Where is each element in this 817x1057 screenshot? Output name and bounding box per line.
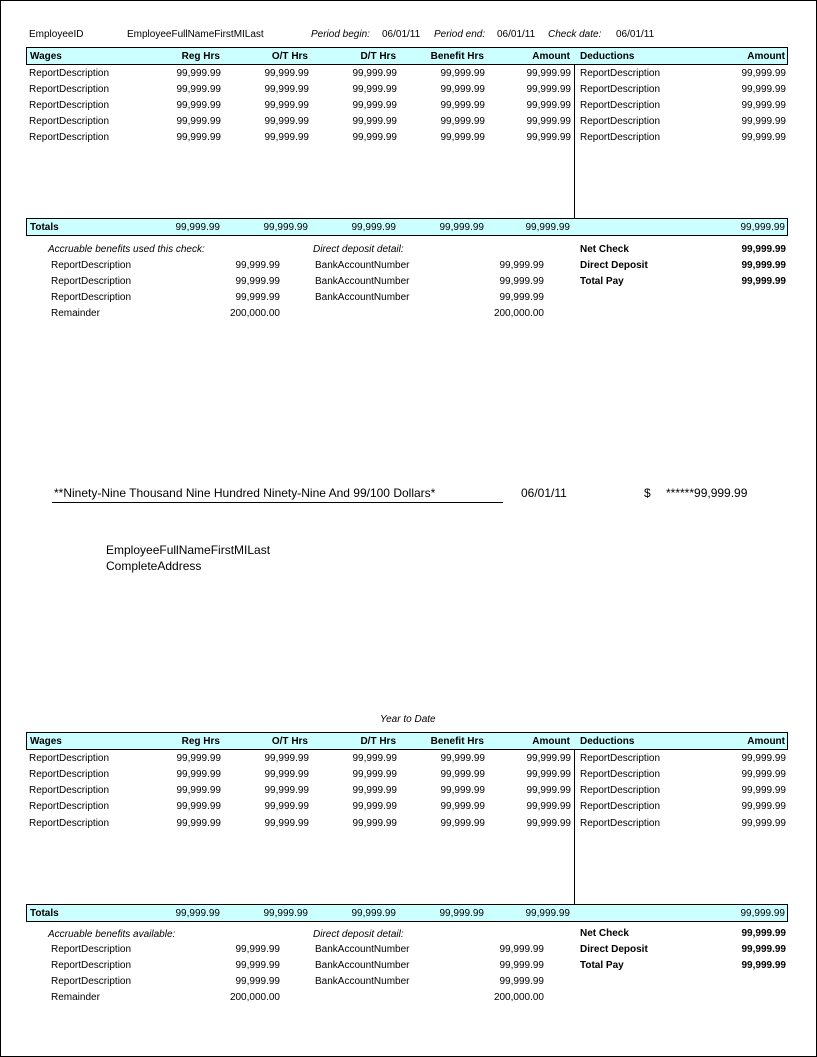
deposit-amount: 99,999.99 bbox=[499, 292, 544, 303]
deposit-account: BankAccountNumber bbox=[315, 260, 410, 271]
totals-deductions: 99,999.99 bbox=[740, 222, 785, 233]
accruable-description: ReportDescription bbox=[51, 260, 132, 271]
wage-row-value: 99,999.99 bbox=[526, 801, 571, 812]
summary-label: Direct Deposit bbox=[580, 260, 648, 271]
wage-row-description: ReportDescription bbox=[29, 132, 110, 143]
deduction-row-description: ReportDescription bbox=[580, 785, 661, 796]
check-amount-underline bbox=[52, 502, 503, 503]
ytd-column-divider bbox=[574, 750, 575, 904]
accruable-amount: 99,999.99 bbox=[235, 976, 280, 987]
deductions-header: Deductions bbox=[580, 51, 635, 62]
wages-header: Wages bbox=[30, 51, 62, 62]
deposit-amount: 99,999.99 bbox=[499, 960, 544, 971]
wage-row-value: 99,999.99 bbox=[176, 785, 221, 796]
deduction-row-amount: 99,999.99 bbox=[741, 100, 786, 111]
ytd-title: Year to Date bbox=[380, 714, 436, 725]
accruable-amount: 99,999.99 bbox=[235, 292, 280, 303]
wage-row-value: 99,999.99 bbox=[264, 769, 309, 780]
summary-amount: 99,999.99 bbox=[741, 960, 786, 971]
accruable-description: ReportDescription bbox=[51, 292, 132, 303]
ytd-totals-amount: 99,999.99 bbox=[525, 908, 570, 919]
current-deposit-label: Direct deposit detail: bbox=[313, 244, 404, 255]
wage-row-value: 99,999.99 bbox=[440, 116, 485, 127]
wage-row-value: 99,999.99 bbox=[352, 818, 397, 829]
ot-hrs-header: O/T Hrs bbox=[271, 51, 308, 62]
deposit-account: BankAccountNumber bbox=[315, 276, 410, 287]
wage-row-description: ReportDescription bbox=[29, 100, 110, 111]
wage-row-value: 99,999.99 bbox=[176, 801, 221, 812]
deposit-account: BankAccountNumber bbox=[315, 960, 410, 971]
period-begin-value: 06/01/11 bbox=[382, 29, 421, 40]
current-column-header bbox=[26, 47, 788, 65]
wage-row-value: 99,999.99 bbox=[352, 100, 397, 111]
wage-row-value: 99,999.99 bbox=[526, 818, 571, 829]
deposit-account: BankAccountNumber bbox=[315, 976, 410, 987]
benefit-hrs-header: Benefit Hrs bbox=[430, 51, 484, 62]
summary-amount: 99,999.99 bbox=[741, 928, 786, 939]
ytd-totals-deductions: 99,999.99 bbox=[740, 908, 785, 919]
deduction-row-amount: 99,999.99 bbox=[741, 84, 786, 95]
accruable-description: Remainder bbox=[51, 992, 100, 1003]
wage-row-description: ReportDescription bbox=[29, 769, 110, 780]
deduction-row-description: ReportDescription bbox=[580, 116, 661, 127]
wage-row-value: 99,999.99 bbox=[352, 769, 397, 780]
wage-row-value: 99,999.99 bbox=[440, 818, 485, 829]
deduction-row-description: ReportDescription bbox=[580, 769, 661, 780]
accruable-amount: 99,999.99 bbox=[235, 276, 280, 287]
wage-row-value: 99,999.99 bbox=[352, 84, 397, 95]
deduction-row-amount: 99,999.99 bbox=[741, 818, 786, 829]
wage-row-value: 99,999.99 bbox=[526, 68, 571, 79]
ytd-column-header bbox=[26, 732, 788, 750]
check-date-label: Check date: bbox=[548, 29, 602, 40]
ytd-amount-header: Amount bbox=[532, 736, 570, 747]
deduction-row-description: ReportDescription bbox=[580, 100, 661, 111]
wage-row-value: 99,999.99 bbox=[264, 801, 309, 812]
deposit-amount: 200,000.00 bbox=[493, 992, 544, 1003]
totals-reg-hrs: 99,999.99 bbox=[175, 222, 220, 233]
wage-row-value: 99,999.99 bbox=[264, 785, 309, 796]
deduction-row-amount: 99,999.99 bbox=[741, 116, 786, 127]
check-date-value: 06/01/11 bbox=[616, 29, 655, 40]
deduction-row-amount: 99,999.99 bbox=[741, 68, 786, 79]
ytd-deductions-header: Deductions bbox=[580, 736, 635, 747]
wage-row-value: 99,999.99 bbox=[440, 100, 485, 111]
summary-amount: 99,999.99 bbox=[741, 276, 786, 287]
wage-row-value: 99,999.99 bbox=[352, 753, 397, 764]
check-dollar-sign: $ bbox=[644, 486, 651, 500]
wage-row-value: 99,999.99 bbox=[526, 769, 571, 780]
period-end-label: Period end: bbox=[434, 29, 486, 40]
wage-row-value: 99,999.99 bbox=[526, 100, 571, 111]
summary-label: Net Check bbox=[580, 244, 629, 255]
wage-row-value: 99,999.99 bbox=[264, 132, 309, 143]
wage-row-value: 99,999.99 bbox=[176, 769, 221, 780]
wage-row-description: ReportDescription bbox=[29, 84, 110, 95]
deposit-account: BankAccountNumber bbox=[315, 944, 410, 955]
ytd-totals-bar bbox=[26, 904, 788, 922]
summary-amount: 99,999.99 bbox=[741, 260, 786, 271]
ytd-deduction-amount-header: Amount bbox=[747, 736, 785, 747]
wage-row-value: 99,999.99 bbox=[352, 68, 397, 79]
totals-amount: 99,999.99 bbox=[525, 222, 570, 233]
wage-row-description: ReportDescription bbox=[29, 801, 110, 812]
wage-row-value: 99,999.99 bbox=[352, 785, 397, 796]
wage-row-value: 99,999.99 bbox=[526, 785, 571, 796]
summary-label: Net Check bbox=[580, 928, 629, 939]
deposit-amount: 200,000.00 bbox=[493, 308, 544, 319]
wage-row-value: 99,999.99 bbox=[176, 132, 221, 143]
deposit-amount: 99,999.99 bbox=[499, 976, 544, 987]
deduction-row-amount: 99,999.99 bbox=[741, 132, 786, 143]
ytd-dt-hrs-header: D/T Hrs bbox=[360, 736, 396, 747]
wage-row-description: ReportDescription bbox=[29, 68, 110, 79]
ytd-totals-ot-hrs: 99,999.99 bbox=[263, 908, 308, 919]
totals-dt-hrs: 99,999.99 bbox=[351, 222, 396, 233]
accruable-amount: 99,999.99 bbox=[235, 260, 280, 271]
wage-row-value: 99,999.99 bbox=[264, 753, 309, 764]
deduction-row-description: ReportDescription bbox=[580, 818, 661, 829]
deduction-row-description: ReportDescription bbox=[580, 801, 661, 812]
wage-row-value: 99,999.99 bbox=[176, 753, 221, 764]
wage-row-value: 99,999.99 bbox=[526, 132, 571, 143]
ytd-totals-reg-hrs: 99,999.99 bbox=[175, 908, 220, 919]
period-begin-label: Period begin: bbox=[311, 29, 370, 40]
wage-row-description: ReportDescription bbox=[29, 753, 110, 764]
wage-row-value: 99,999.99 bbox=[176, 116, 221, 127]
deduction-row-amount: 99,999.99 bbox=[741, 753, 786, 764]
wage-row-value: 99,999.99 bbox=[440, 801, 485, 812]
summary-label: Direct Deposit bbox=[580, 944, 648, 955]
wage-row-description: ReportDescription bbox=[29, 785, 110, 796]
summary-label: Total Pay bbox=[580, 960, 624, 971]
reg-hrs-header: Reg Hrs bbox=[181, 51, 220, 62]
wage-row-value: 99,999.99 bbox=[352, 116, 397, 127]
check-amount: ******99,999.99 bbox=[666, 486, 748, 500]
deposit-amount: 99,999.99 bbox=[499, 260, 544, 271]
current-accruable-label: Accruable benefits used this check: bbox=[48, 244, 205, 255]
period-end-value: 06/01/11 bbox=[497, 29, 536, 40]
wage-row-value: 99,999.99 bbox=[440, 753, 485, 764]
wage-row-value: 99,999.99 bbox=[440, 769, 485, 780]
accruable-amount: 99,999.99 bbox=[235, 944, 280, 955]
current-column-divider bbox=[574, 65, 575, 218]
check-date: 06/01/11 bbox=[521, 486, 567, 500]
ytd-totals-dt-hrs: 99,999.99 bbox=[351, 908, 396, 919]
ytd-deposit-label: Direct deposit detail: bbox=[313, 929, 404, 940]
deposit-amount: 99,999.99 bbox=[499, 944, 544, 955]
deduction-row-description: ReportDescription bbox=[580, 753, 661, 764]
payee-name: EmployeeFullNameFirstMILast bbox=[106, 543, 271, 557]
accruable-description: ReportDescription bbox=[51, 944, 132, 955]
summary-label: Total Pay bbox=[580, 276, 624, 287]
wage-row-value: 99,999.99 bbox=[176, 68, 221, 79]
accruable-amount: 99,999.99 bbox=[235, 960, 280, 971]
deduction-row-description: ReportDescription bbox=[580, 132, 661, 143]
accruable-description: ReportDescription bbox=[51, 276, 132, 287]
ytd-reg-hrs-header: Reg Hrs bbox=[181, 736, 220, 747]
ytd-benefit-hrs-header: Benefit Hrs bbox=[430, 736, 484, 747]
wage-row-value: 99,999.99 bbox=[264, 84, 309, 95]
wage-row-value: 99,999.99 bbox=[264, 116, 309, 127]
wage-row-description: ReportDescription bbox=[29, 116, 110, 127]
deposit-amount: 99,999.99 bbox=[499, 276, 544, 287]
deduction-row-amount: 99,999.99 bbox=[741, 785, 786, 796]
accruable-amount: 200,000.00 bbox=[229, 992, 280, 1003]
wage-row-value: 99,999.99 bbox=[526, 753, 571, 764]
wage-row-value: 99,999.99 bbox=[176, 818, 221, 829]
deduction-amount-header: Amount bbox=[747, 51, 785, 62]
current-totals-bar bbox=[26, 218, 788, 236]
totals-label: Totals bbox=[30, 222, 59, 233]
wage-row-value: 99,999.99 bbox=[264, 818, 309, 829]
ytd-ot-hrs-header: O/T Hrs bbox=[271, 736, 308, 747]
wage-row-value: 99,999.99 bbox=[526, 116, 571, 127]
wage-row-value: 99,999.99 bbox=[176, 100, 221, 111]
ytd-totals-benefit-hrs: 99,999.99 bbox=[439, 908, 484, 919]
employee-name: EmployeeFullNameFirstMILast bbox=[127, 29, 264, 40]
summary-amount: 99,999.99 bbox=[741, 944, 786, 955]
ytd-wages-header: Wages bbox=[30, 736, 62, 747]
deduction-row-amount: 99,999.99 bbox=[741, 801, 786, 812]
deduction-row-description: ReportDescription bbox=[580, 84, 661, 95]
wage-row-value: 99,999.99 bbox=[352, 801, 397, 812]
employee-id: EmployeeID bbox=[29, 29, 84, 40]
wage-row-value: 99,999.99 bbox=[440, 785, 485, 796]
wage-row-value: 99,999.99 bbox=[440, 68, 485, 79]
accruable-description: ReportDescription bbox=[51, 976, 132, 987]
check-amount-words: **Ninety-Nine Thousand Nine Hundred Ninety-Nine And 99/100 Dollars* bbox=[54, 486, 436, 500]
summary-amount: 99,999.99 bbox=[741, 244, 786, 255]
wage-row-value: 99,999.99 bbox=[352, 132, 397, 143]
wage-row-value: 99,999.99 bbox=[526, 84, 571, 95]
deposit-account: BankAccountNumber bbox=[315, 292, 410, 303]
wage-row-description: ReportDescription bbox=[29, 818, 110, 829]
deduction-row-description: ReportDescription bbox=[580, 68, 661, 79]
dt-hrs-header: D/T Hrs bbox=[360, 51, 396, 62]
wage-row-value: 99,999.99 bbox=[264, 100, 309, 111]
totals-ot-hrs: 99,999.99 bbox=[263, 222, 308, 233]
wage-row-value: 99,999.99 bbox=[440, 84, 485, 95]
accruable-description: Remainder bbox=[51, 308, 100, 319]
wage-row-value: 99,999.99 bbox=[440, 132, 485, 143]
payee-address: CompleteAddress bbox=[106, 559, 202, 573]
accruable-description: ReportDescription bbox=[51, 960, 132, 971]
wage-row-value: 99,999.99 bbox=[176, 84, 221, 95]
wage-row-value: 99,999.99 bbox=[264, 68, 309, 79]
deduction-row-amount: 99,999.99 bbox=[741, 769, 786, 780]
amount-header: Amount bbox=[532, 51, 570, 62]
ytd-accruable-label: Accruable benefits available: bbox=[48, 929, 176, 940]
accruable-amount: 200,000.00 bbox=[229, 308, 280, 319]
totals-benefit-hrs: 99,999.99 bbox=[439, 222, 484, 233]
ytd-totals-label: Totals bbox=[30, 908, 59, 919]
